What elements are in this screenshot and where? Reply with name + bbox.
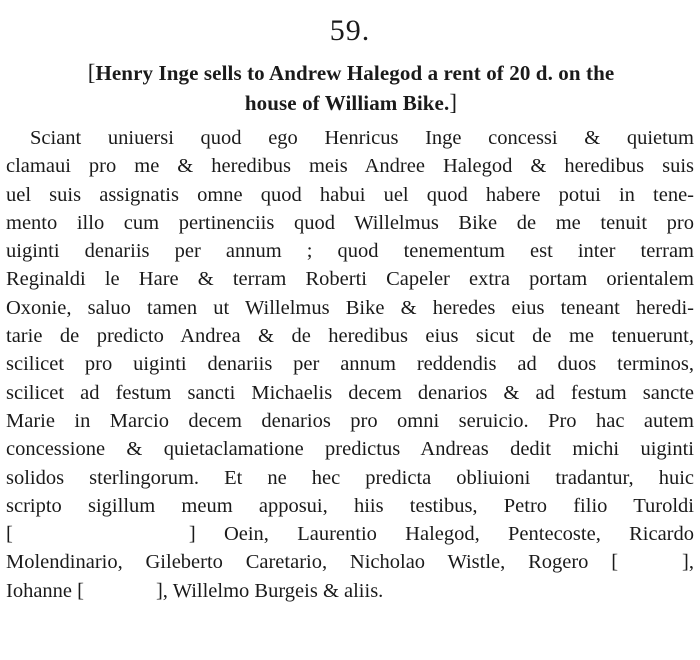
text-line-with-lacuna xyxy=(6,520,694,548)
text-line: Sciant uniuersi quod ego Henricus Inge concessi & quietum xyxy=(30,127,694,149)
lacuna-open-bracket: [ xyxy=(6,523,13,546)
text-line: scilicet pro uiginti denariis per annum reddendis ad duos terminos, xyxy=(6,353,694,376)
text-line: uiginti denariis per annum ; quod tenementum est inter terram xyxy=(6,240,694,263)
heading-line-1: Henry Inge sells to Andrew Halegod a rent of 20 d. on the xyxy=(95,61,615,85)
lacuna-close-text: ] Oein, Laurentio Halegod, Pentecoste, Ricardo xyxy=(188,523,694,546)
text-line: scripto sigillum meum apposui, hiis testibus, Petro filio Turoldi xyxy=(6,494,694,517)
text-line: clamaui pro me & heredibus meis Andree Halegod & heredibus suis xyxy=(6,155,694,178)
text-line: scilicet ad festum sancti Michaelis decem denarios & ad festum sancte xyxy=(6,381,694,404)
heading-close-bracket: ] xyxy=(449,90,458,115)
lacuna-lead-text: Iohanne [ xyxy=(6,579,84,602)
lacuna-close-text: ], Willelmo Burgeis & aliis. xyxy=(155,579,384,602)
lacuna-lead-text: Molendinario, Gileberto Caretario, Nicholao Wistle, Rogero [ xyxy=(6,551,619,574)
text-line-with-lacuna xyxy=(6,577,694,605)
text-line: concessione & quietaclamatione predictus Andreas dedit michi uiginti xyxy=(6,438,694,461)
page-number: 59. xyxy=(329,14,371,47)
text-line-with-lacuna xyxy=(6,548,694,576)
text-line: Marie in Marcio decem denarios pro omni seruicio. Pro hac autem xyxy=(6,409,694,432)
text-line: uel suis assignatis omne quod habui uel quod habere potui in tene- xyxy=(6,183,694,206)
text-line: Oxonie, saluo tamen ut Willelmus Bike & heredes eius teneant heredi- xyxy=(6,296,694,319)
text-line: solidos sterlingorum. Et ne hec predicta obliuioni tradantur, huic xyxy=(6,466,694,489)
heading-open-bracket: [ xyxy=(87,60,96,85)
document-heading xyxy=(6,58,696,118)
charter-text xyxy=(6,124,694,605)
text-line: tarie de predicto Andrea & de heredibus eius sicut de me tenuerunt, xyxy=(6,325,694,348)
text-line: Reginaldi le Hare & terram Roberti Capeler extra portam orientalem xyxy=(6,268,694,291)
text-line: mento illo cum pertinenciis quod Willelmus Bike de me tenuit pro xyxy=(6,211,694,234)
lacuna-close-bracket: ], xyxy=(682,551,694,574)
heading-line-2: house of William Bike. xyxy=(244,91,450,115)
